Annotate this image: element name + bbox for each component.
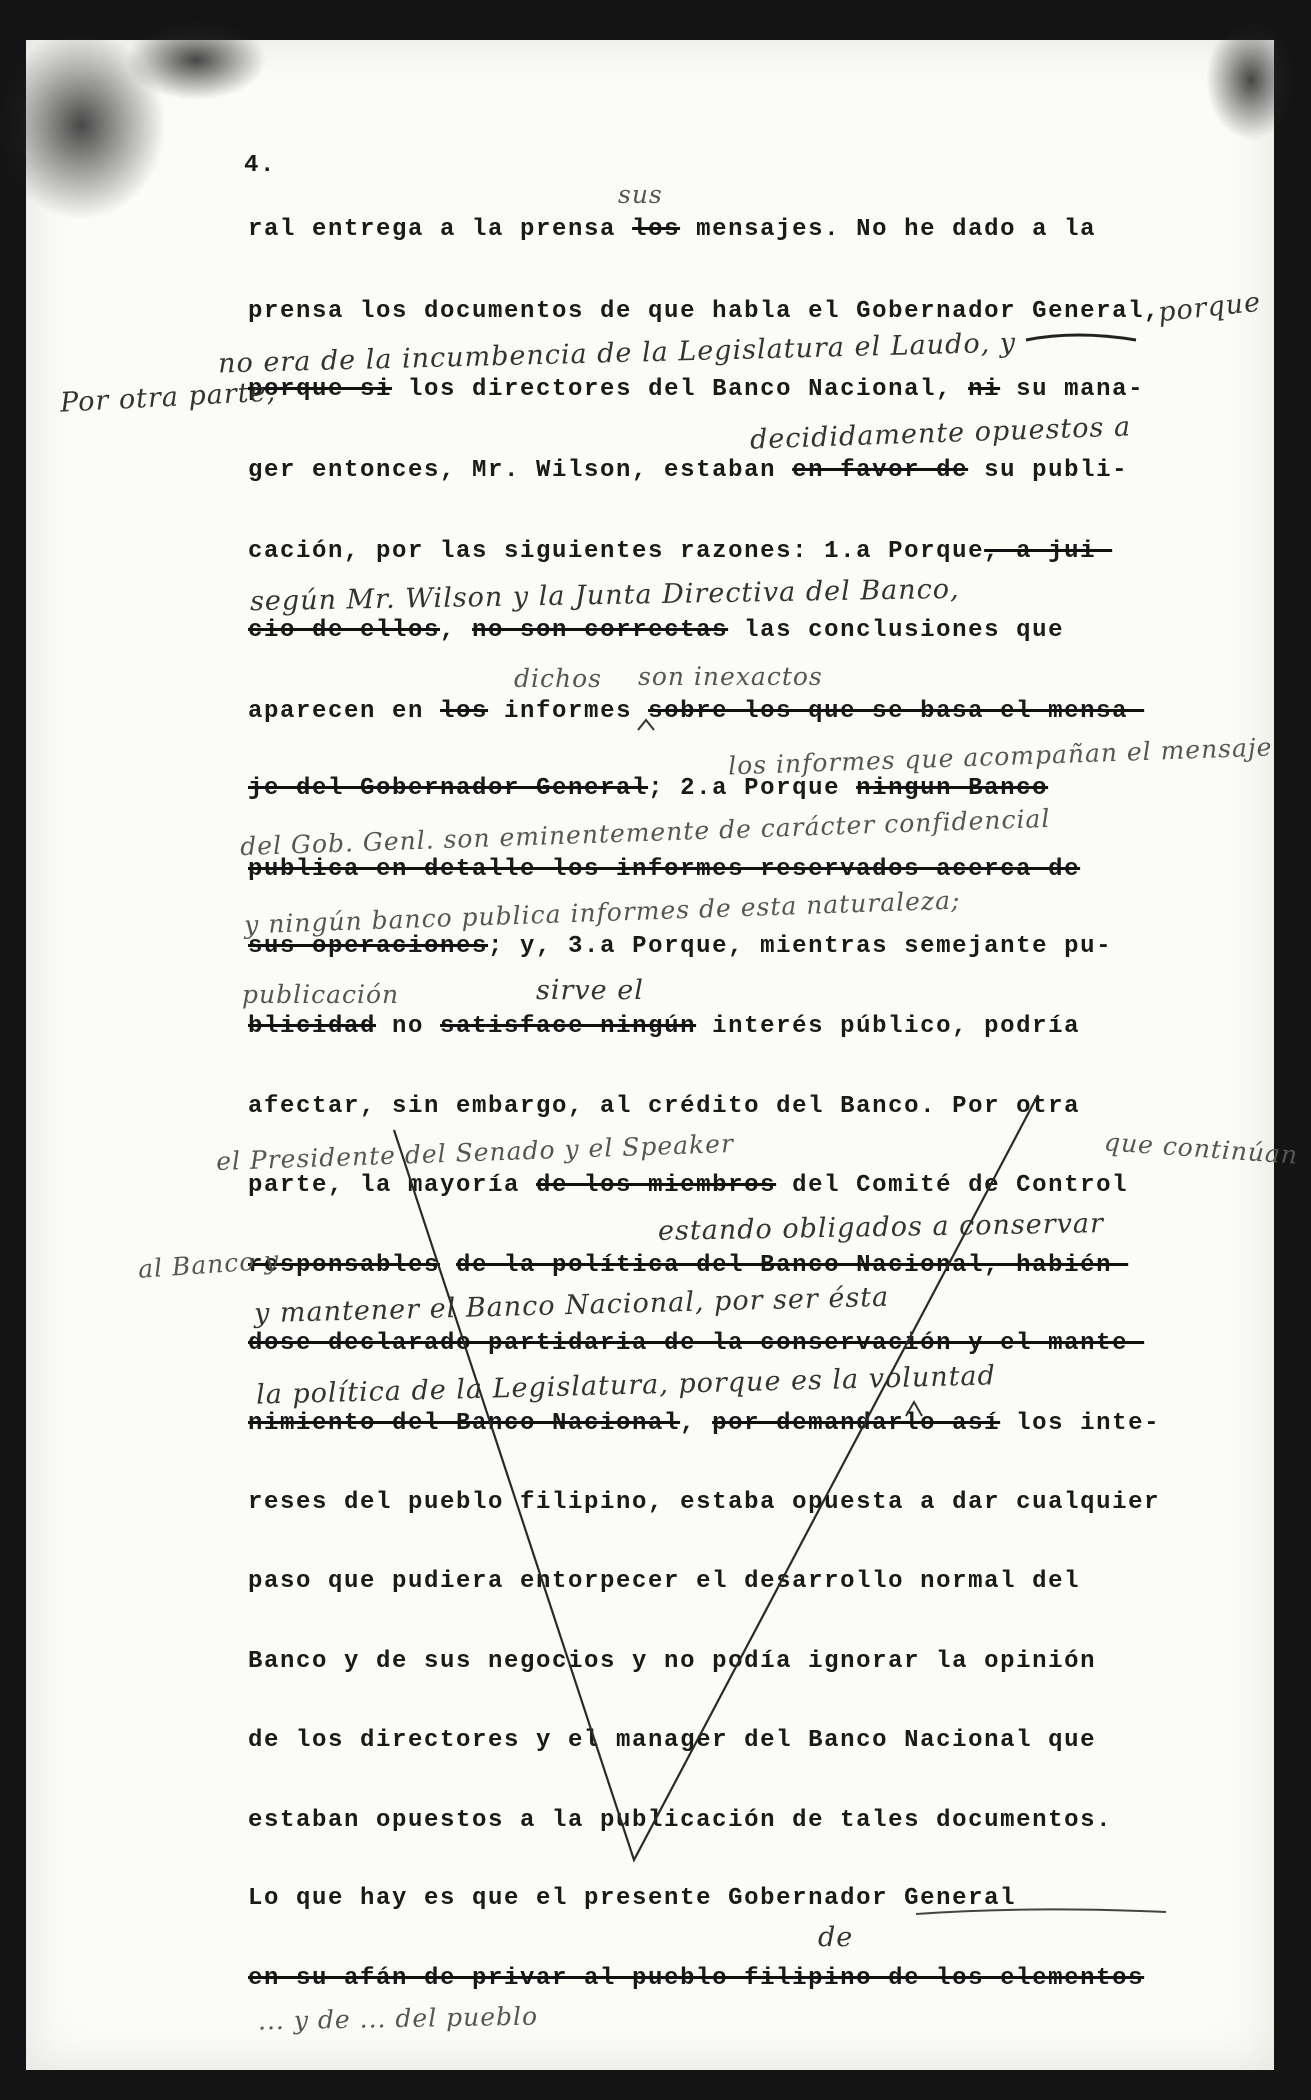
typed-line [248, 1013, 1080, 1040]
handwritten-note: y mantener el Banco Nacional, por ser ésta [253, 1281, 890, 1330]
struck-text: nimiento del Banco Nacional [248, 1410, 681, 1437]
struck-text: ni [968, 376, 1001, 403]
typed-text: mensajes. No he dado a la [680, 216, 1097, 243]
typed-line [248, 538, 1112, 565]
handwritten-note: dichos [514, 664, 602, 693]
typed-line [248, 1807, 1112, 1834]
typed-line [248, 216, 1096, 243]
typed-text: los inte- [1000, 1410, 1161, 1437]
typed-text: reses del pueblo filipino, estaba opuesta a dar cualquier [248, 1489, 1161, 1516]
struck-text: sobre los que se basa el mensa- [648, 698, 1145, 725]
handwritten-note: de [818, 1922, 854, 1953]
handwritten-note: del Gob. Genl. son eminentemente de carácter confidencial [239, 803, 1051, 862]
typed-line [248, 617, 1064, 644]
typed-text: prensa los documentos de que habla el Gobernador General, [248, 298, 1161, 325]
typed-text: Banco y de sus negocios y no podía ignorar la opinión [248, 1648, 1097, 1675]
scribble-line [1026, 335, 1136, 340]
struck-text: , a jui- [984, 538, 1113, 565]
handwritten-note: publicación [242, 980, 400, 1009]
typed-line [248, 1568, 1080, 1595]
struck-text: por demandarlo así [712, 1410, 1001, 1437]
struck-text: porque si [248, 376, 393, 403]
typed-text: ger entonces, Mr. Wilson, estaban [248, 457, 793, 484]
handwritten-note: el Presidente del Senado y el Speaker [215, 1128, 735, 1177]
ink-smudge [126, 20, 266, 100]
handwritten-note: estando obligados a conservar [657, 1208, 1105, 1247]
typed-line [248, 1885, 1016, 1912]
handwritten-note: sus [618, 180, 663, 209]
handwritten-note: Por otra parte, [59, 376, 277, 419]
handwritten-note: al Banco y [137, 1245, 281, 1284]
typed-line [248, 1093, 1080, 1120]
handwritten-note: según Mr. Wilson y la Junta Directiva del Banco, [249, 573, 960, 618]
typed-text: no [376, 1013, 441, 1040]
ink-smudge [0, 30, 166, 220]
typed-text: las conclusiones que [728, 617, 1065, 644]
handwritten-note: que continúan [1103, 1127, 1300, 1170]
handwritten-note: decididamente opuestos a [749, 411, 1132, 456]
typed-line [248, 1252, 1128, 1279]
typed-line [248, 1330, 1144, 1357]
typed-text: , [680, 1410, 713, 1437]
typed-line [248, 1410, 1160, 1437]
typed-text: ; 2.a Porque [648, 775, 857, 802]
typed-line [248, 1965, 1144, 1992]
typed-text: de los directores y el manager del Banco Nacional que [248, 1727, 1097, 1754]
struck-text: los [440, 698, 489, 725]
struck-text: de los miembros [536, 1172, 777, 1199]
typed-line [248, 698, 1144, 725]
typed-text: los directores del Banco Nacional, [392, 376, 969, 403]
struck-text: no son correctas [472, 617, 729, 644]
struck-text: satisface ningún [440, 1013, 697, 1040]
typed-text: parte, la mayoría [248, 1172, 537, 1199]
struck-text: en favor de [792, 457, 969, 484]
handwritten-note: la política de la Legislatura, porque es la voluntad [255, 1360, 997, 1411]
typed-line [248, 775, 1048, 802]
typed-line [248, 933, 1112, 960]
typed-line [248, 376, 1144, 403]
typed-text: afectar, sin embargo, al crédito del Banco. Por otra [248, 1093, 1081, 1120]
typed-text: su publi- [968, 457, 1129, 484]
typed-line [248, 1489, 1160, 1516]
struck-text: de la política del Banco Nacional, habién- [456, 1252, 1129, 1279]
document-page [26, 40, 1300, 2070]
typed-line [248, 1648, 1096, 1675]
struck-text: dose declarado partidaria de la conservación y el mante- [248, 1330, 1145, 1357]
typed-text: del Comité de Control [776, 1172, 1129, 1199]
typed-text: ral entrega a la prensa [248, 216, 633, 243]
handwritten-note: porque [1156, 286, 1263, 329]
typed-text [440, 1252, 456, 1279]
struck-text: los [632, 216, 681, 243]
typed-line [248, 856, 1080, 883]
typed-text: aparecen en [248, 698, 441, 725]
handwritten-note: ... y de ... del pueblo [257, 2001, 539, 2036]
struck-text: sus operaciones [248, 933, 489, 960]
handwritten-note: y ningún banco publica informes de esta naturaleza; [243, 885, 961, 940]
struck-text: publica en detalle los informes reservados acerca de [248, 856, 1081, 883]
typed-text: estaban opuestos a la publicación de tales documentos. [248, 1807, 1113, 1834]
typed-line [248, 1172, 1128, 1199]
struck-text: ningun Banco [856, 775, 1049, 802]
typed-text: cación, por las siguientes razones: 1.a Porque [248, 538, 985, 565]
struck-text: en su afán de privar al pueblo filipino de los elementos [248, 1965, 1145, 1992]
typed-text: , [440, 617, 473, 644]
typed-text: informes [488, 698, 649, 725]
typed-text: interés público, podría [696, 1013, 1081, 1040]
typed-text: ; y, 3.a Porque, mientras semejante pu- [488, 933, 1113, 960]
typed-line [248, 298, 1160, 325]
typed-line [248, 1727, 1096, 1754]
handwritten-note: los informes que acompañan el mensaje [727, 732, 1273, 781]
page-number: 4. [244, 152, 277, 179]
typed-text: su mana- [1000, 376, 1145, 403]
typed-text: paso que pudiera entorpecer el desarrollo normal del [248, 1568, 1081, 1595]
handwritten-note: son inexactos [638, 662, 823, 691]
typed-line [248, 457, 1128, 484]
handwritten-note: no era de la incumbencia de la Legislatura el Laudo, y [217, 327, 1017, 380]
ink-smudge [1206, 20, 1296, 140]
typed-text: Lo que hay es que el presente Gobernador General [248, 1885, 1017, 1912]
struck-text: responsables [248, 1252, 441, 1279]
struck-text: cio de ellos [248, 617, 441, 644]
struck-text: je del Gobernador General [248, 775, 649, 802]
handwritten-note: sirve el [536, 975, 644, 1006]
struck-text: blicidad [248, 1013, 377, 1040]
